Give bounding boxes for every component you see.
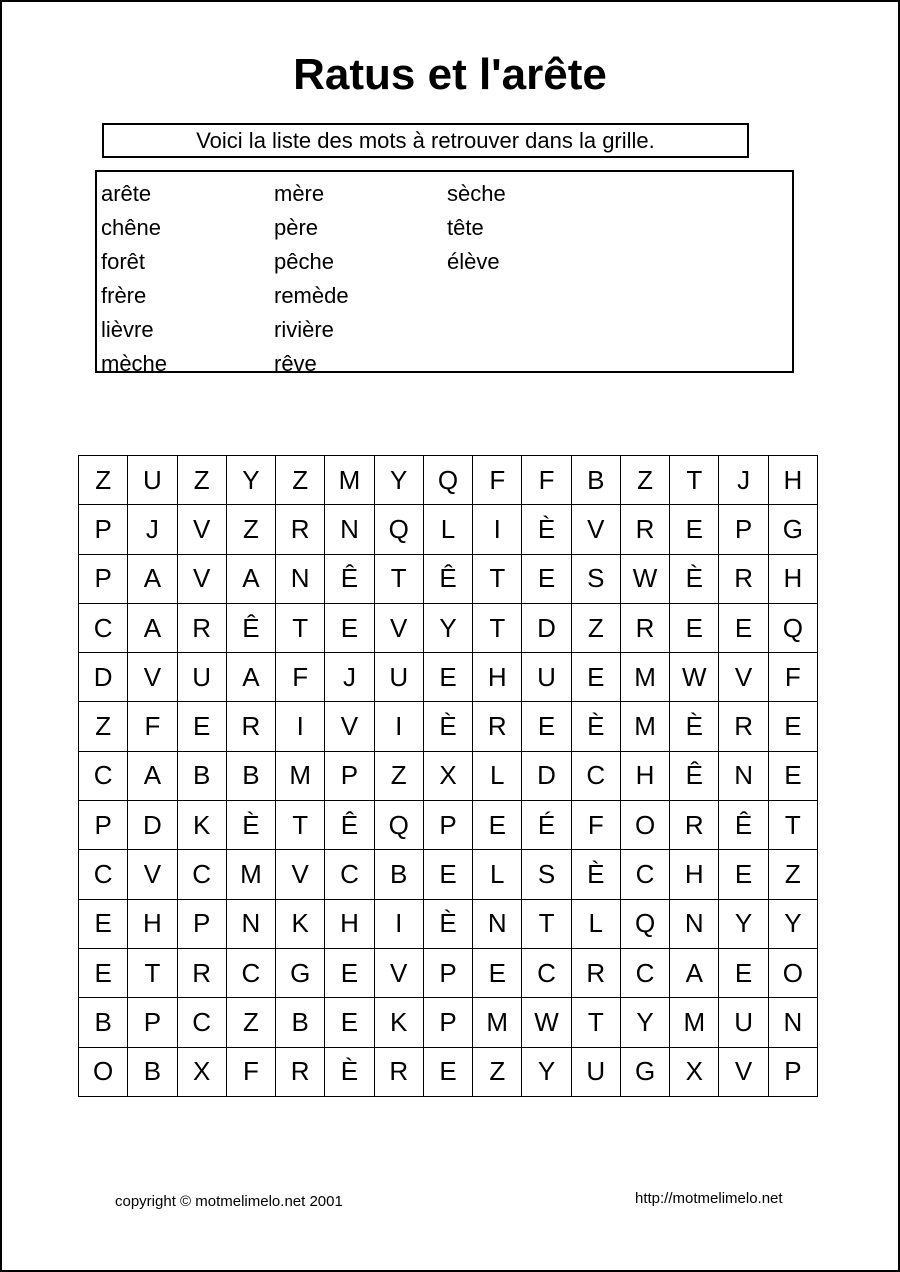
- grid-cell: P: [177, 899, 226, 948]
- grid-cell: P: [423, 948, 472, 997]
- grid-row: [79, 603, 818, 652]
- grid-cell: P: [768, 1047, 817, 1096]
- grid-cell: X: [670, 1047, 719, 1096]
- grid-cell: O: [79, 1047, 128, 1096]
- grid-cell: D: [79, 653, 128, 702]
- grid-cell: V: [128, 850, 177, 899]
- grid-cell: R: [177, 948, 226, 997]
- grid-cell: P: [719, 505, 768, 554]
- grid-cell: V: [177, 554, 226, 603]
- grid-cell: Y: [522, 1047, 571, 1096]
- grid-cell: Q: [374, 505, 423, 554]
- word-column-2: [274, 177, 349, 381]
- word-item: rivière: [274, 317, 334, 342]
- grid-cell: Z: [226, 998, 275, 1047]
- grid-cell: E: [522, 554, 571, 603]
- grid-cell: T: [128, 948, 177, 997]
- grid-cell: F: [768, 653, 817, 702]
- grid-cell: V: [719, 653, 768, 702]
- grid-cell: E: [325, 948, 374, 997]
- grid-cell: E: [670, 603, 719, 652]
- grid-cell: X: [423, 751, 472, 800]
- grid-cell: B: [571, 456, 620, 505]
- grid-cell: R: [374, 1047, 423, 1096]
- grid-cell: C: [79, 850, 128, 899]
- grid-cell: H: [620, 751, 669, 800]
- website-url-text: http://motmelimelo.net: [635, 1190, 783, 1207]
- grid-cell: R: [719, 554, 768, 603]
- grid-cell: H: [325, 899, 374, 948]
- grid-cell: O: [768, 948, 817, 997]
- grid-cell: G: [620, 1047, 669, 1096]
- grid-cell: F: [226, 1047, 275, 1096]
- grid-cell: B: [79, 998, 128, 1047]
- grid-cell: N: [719, 751, 768, 800]
- grid-cell: T: [473, 554, 522, 603]
- grid-cell: E: [719, 948, 768, 997]
- grid-cell: E: [571, 653, 620, 702]
- grid-cell: X: [177, 1047, 226, 1096]
- grid-cell: Y: [374, 456, 423, 505]
- grid-cell: M: [620, 702, 669, 751]
- grid-cell: I: [374, 899, 423, 948]
- grid-cell: E: [670, 505, 719, 554]
- grid-cell: Ê: [325, 801, 374, 850]
- grid-cell: S: [571, 554, 620, 603]
- grid-cell: U: [374, 653, 423, 702]
- grid-row: [79, 702, 818, 751]
- grid-cell: T: [522, 899, 571, 948]
- grid-cell: C: [177, 850, 226, 899]
- grid-cell: P: [423, 801, 472, 850]
- grid-cell: L: [423, 505, 472, 554]
- grid-row: [79, 850, 818, 899]
- grid-cell: A: [128, 603, 177, 652]
- grid-cell: C: [79, 603, 128, 652]
- grid-cell: È: [423, 702, 472, 751]
- grid-cell: P: [325, 751, 374, 800]
- grid-cell: V: [276, 850, 325, 899]
- grid-cell: P: [79, 801, 128, 850]
- grid-cell: V: [325, 702, 374, 751]
- grid-cell: R: [276, 1047, 325, 1096]
- word-item: arête: [101, 181, 152, 206]
- grid-cell: M: [620, 653, 669, 702]
- grid-cell: C: [620, 948, 669, 997]
- grid-cell: A: [128, 554, 177, 603]
- word-item: élève: [447, 249, 500, 274]
- grid-cell: Ê: [325, 554, 374, 603]
- word-list-box: [95, 170, 794, 376]
- grid-cell: K: [276, 899, 325, 948]
- grid-cell: Q: [374, 801, 423, 850]
- grid-cell: V: [374, 603, 423, 652]
- grid-cell: Z: [768, 850, 817, 899]
- grid-cell: B: [177, 751, 226, 800]
- grid-cell: M: [325, 456, 374, 505]
- grid-cell: P: [79, 554, 128, 603]
- grid-cell: R: [670, 801, 719, 850]
- grid-cell: Z: [276, 456, 325, 505]
- grid-cell: T: [768, 801, 817, 850]
- grid-cell: U: [177, 653, 226, 702]
- grid-cell: È: [571, 850, 620, 899]
- grid-cell: Y: [719, 899, 768, 948]
- grid-cell: F: [276, 653, 325, 702]
- grid-cell: A: [670, 948, 719, 997]
- grid-cell: È: [423, 899, 472, 948]
- word-item: forêt: [101, 249, 146, 274]
- grid-cell: D: [128, 801, 177, 850]
- grid-cell: G: [276, 948, 325, 997]
- grid-cell: J: [325, 653, 374, 702]
- grid-cell: F: [571, 801, 620, 850]
- grid-cell: A: [128, 751, 177, 800]
- grid-cell: N: [226, 899, 275, 948]
- grid-cell: T: [571, 998, 620, 1047]
- copyright-text: copyright © motmelimelo.net 2001: [115, 1193, 343, 1210]
- grid-cell: Z: [620, 456, 669, 505]
- grid-cell: Y: [620, 998, 669, 1047]
- grid-cell: Z: [79, 702, 128, 751]
- grid-row: [79, 456, 818, 505]
- grid-cell: V: [177, 505, 226, 554]
- grid-cell: E: [177, 702, 226, 751]
- grid-cell: E: [423, 653, 472, 702]
- grid-cell: A: [226, 653, 275, 702]
- grid-cell: Ê: [670, 751, 719, 800]
- grid-cell: R: [719, 702, 768, 751]
- grid-cell: Q: [423, 456, 472, 505]
- word-item: pêche: [274, 249, 334, 274]
- grid-cell: C: [177, 998, 226, 1047]
- grid-row: [79, 653, 818, 702]
- grid-cell: D: [522, 751, 571, 800]
- grid-cell: E: [423, 850, 472, 899]
- grid-cell: Q: [620, 899, 669, 948]
- word-item: père: [274, 215, 319, 240]
- grid-cell: R: [276, 505, 325, 554]
- word-item: frère: [101, 283, 147, 308]
- grid-row: [79, 899, 818, 948]
- grid-row: [79, 1047, 818, 1096]
- grid-cell: C: [571, 751, 620, 800]
- grid-cell: F: [128, 702, 177, 751]
- grid-cell: L: [571, 899, 620, 948]
- letter-grid-body: [79, 456, 818, 1097]
- grid-cell: T: [473, 603, 522, 652]
- grid-cell: L: [473, 751, 522, 800]
- grid-cell: C: [226, 948, 275, 997]
- grid-cell: I: [276, 702, 325, 751]
- word-item: sèche: [447, 181, 506, 206]
- grid-cell: J: [719, 456, 768, 505]
- grid-cell: Z: [177, 456, 226, 505]
- grid-cell: J: [128, 505, 177, 554]
- grid-cell: U: [719, 998, 768, 1047]
- grid-cell: Z: [79, 456, 128, 505]
- grid-cell: Z: [226, 505, 275, 554]
- grid-cell: H: [128, 899, 177, 948]
- grid-cell: Z: [374, 751, 423, 800]
- word-item: mèche: [101, 351, 168, 376]
- grid-cell: T: [276, 801, 325, 850]
- grid-cell: R: [473, 702, 522, 751]
- grid-cell: P: [423, 998, 472, 1047]
- grid-cell: V: [374, 948, 423, 997]
- grid-cell: B: [374, 850, 423, 899]
- grid-cell: E: [719, 850, 768, 899]
- grid-cell: I: [473, 505, 522, 554]
- word-item: chêne: [101, 215, 161, 240]
- grid-cell: B: [226, 751, 275, 800]
- grid-cell: N: [670, 899, 719, 948]
- grid-cell: R: [620, 505, 669, 554]
- word-item: remède: [274, 283, 349, 308]
- grid-cell: N: [325, 505, 374, 554]
- grid-cell: P: [128, 998, 177, 1047]
- grid-cell: E: [768, 751, 817, 800]
- page-title: Ratus et l'arête: [293, 50, 607, 99]
- grid-cell: S: [522, 850, 571, 899]
- grid-cell: E: [522, 702, 571, 751]
- letter-grid: [78, 455, 818, 1097]
- grid-cell: È: [325, 1047, 374, 1096]
- grid-cell: Y: [226, 456, 275, 505]
- grid-row: [79, 998, 818, 1047]
- grid-cell: W: [620, 554, 669, 603]
- instruction-box: [102, 123, 749, 158]
- grid-cell: B: [276, 998, 325, 1047]
- instruction-text: Voici la liste des mots à retrouver dans la grille.: [196, 127, 655, 153]
- grid-cell: A: [226, 554, 275, 603]
- grid-cell: H: [768, 456, 817, 505]
- grid-cell: N: [473, 899, 522, 948]
- grid-cell: Ê: [226, 603, 275, 652]
- grid-row: [79, 751, 818, 800]
- grid-cell: W: [522, 998, 571, 1047]
- grid-cell: Ê: [423, 554, 472, 603]
- grid-cell: O: [620, 801, 669, 850]
- grid-cell: H: [473, 653, 522, 702]
- grid-cell: R: [571, 948, 620, 997]
- grid-cell: E: [79, 948, 128, 997]
- grid-cell: K: [374, 998, 423, 1047]
- grid-cell: Ê: [719, 801, 768, 850]
- grid-cell: C: [79, 751, 128, 800]
- grid-cell: E: [719, 603, 768, 652]
- grid-cell: N: [768, 998, 817, 1047]
- grid-cell: Z: [571, 603, 620, 652]
- grid-cell: F: [473, 456, 522, 505]
- grid-row: [79, 801, 818, 850]
- grid-cell: B: [128, 1047, 177, 1096]
- grid-cell: É: [522, 801, 571, 850]
- word-item: rêve: [274, 351, 317, 376]
- grid-cell: R: [620, 603, 669, 652]
- grid-cell: E: [473, 801, 522, 850]
- grid-cell: E: [325, 603, 374, 652]
- grid-cell: W: [670, 653, 719, 702]
- grid-cell: C: [522, 948, 571, 997]
- grid-cell: H: [670, 850, 719, 899]
- grid-cell: R: [226, 702, 275, 751]
- grid-cell: N: [276, 554, 325, 603]
- grid-cell: M: [276, 751, 325, 800]
- grid-cell: È: [670, 554, 719, 603]
- grid-cell: E: [325, 998, 374, 1047]
- grid-cell: M: [670, 998, 719, 1047]
- grid-cell: È: [571, 702, 620, 751]
- word-column-1: [101, 177, 167, 381]
- grid-cell: Q: [768, 603, 817, 652]
- grid-cell: E: [423, 1047, 472, 1096]
- grid-row: [79, 505, 818, 554]
- grid-cell: T: [670, 456, 719, 505]
- grid-cell: P: [79, 505, 128, 554]
- grid-cell: U: [571, 1047, 620, 1096]
- grid-cell: È: [670, 702, 719, 751]
- grid-row: [79, 554, 818, 603]
- grid-cell: V: [719, 1047, 768, 1096]
- grid-cell: D: [522, 603, 571, 652]
- grid-cell: U: [128, 456, 177, 505]
- grid-cell: Z: [473, 1047, 522, 1096]
- grid-cell: Y: [768, 899, 817, 948]
- grid-cell: È: [226, 801, 275, 850]
- word-column-3: [447, 177, 506, 279]
- grid-cell: E: [79, 899, 128, 948]
- grid-cell: È: [522, 505, 571, 554]
- grid-cell: M: [473, 998, 522, 1047]
- grid-cell: R: [177, 603, 226, 652]
- grid-cell: T: [374, 554, 423, 603]
- grid-cell: L: [473, 850, 522, 899]
- grid-cell: M: [226, 850, 275, 899]
- grid-cell: V: [128, 653, 177, 702]
- grid-row: [79, 948, 818, 997]
- word-item: mère: [274, 181, 325, 206]
- grid-cell: E: [473, 948, 522, 997]
- grid-cell: C: [325, 850, 374, 899]
- grid-cell: E: [768, 702, 817, 751]
- grid-cell: C: [620, 850, 669, 899]
- grid-cell: U: [522, 653, 571, 702]
- word-item: lièvre: [101, 317, 154, 342]
- grid-cell: F: [522, 456, 571, 505]
- grid-cell: H: [768, 554, 817, 603]
- grid-cell: I: [374, 702, 423, 751]
- grid-cell: K: [177, 801, 226, 850]
- grid-cell: T: [276, 603, 325, 652]
- grid-cell: Y: [423, 603, 472, 652]
- grid-cell: G: [768, 505, 817, 554]
- grid-cell: V: [571, 505, 620, 554]
- word-item: tête: [447, 215, 484, 240]
